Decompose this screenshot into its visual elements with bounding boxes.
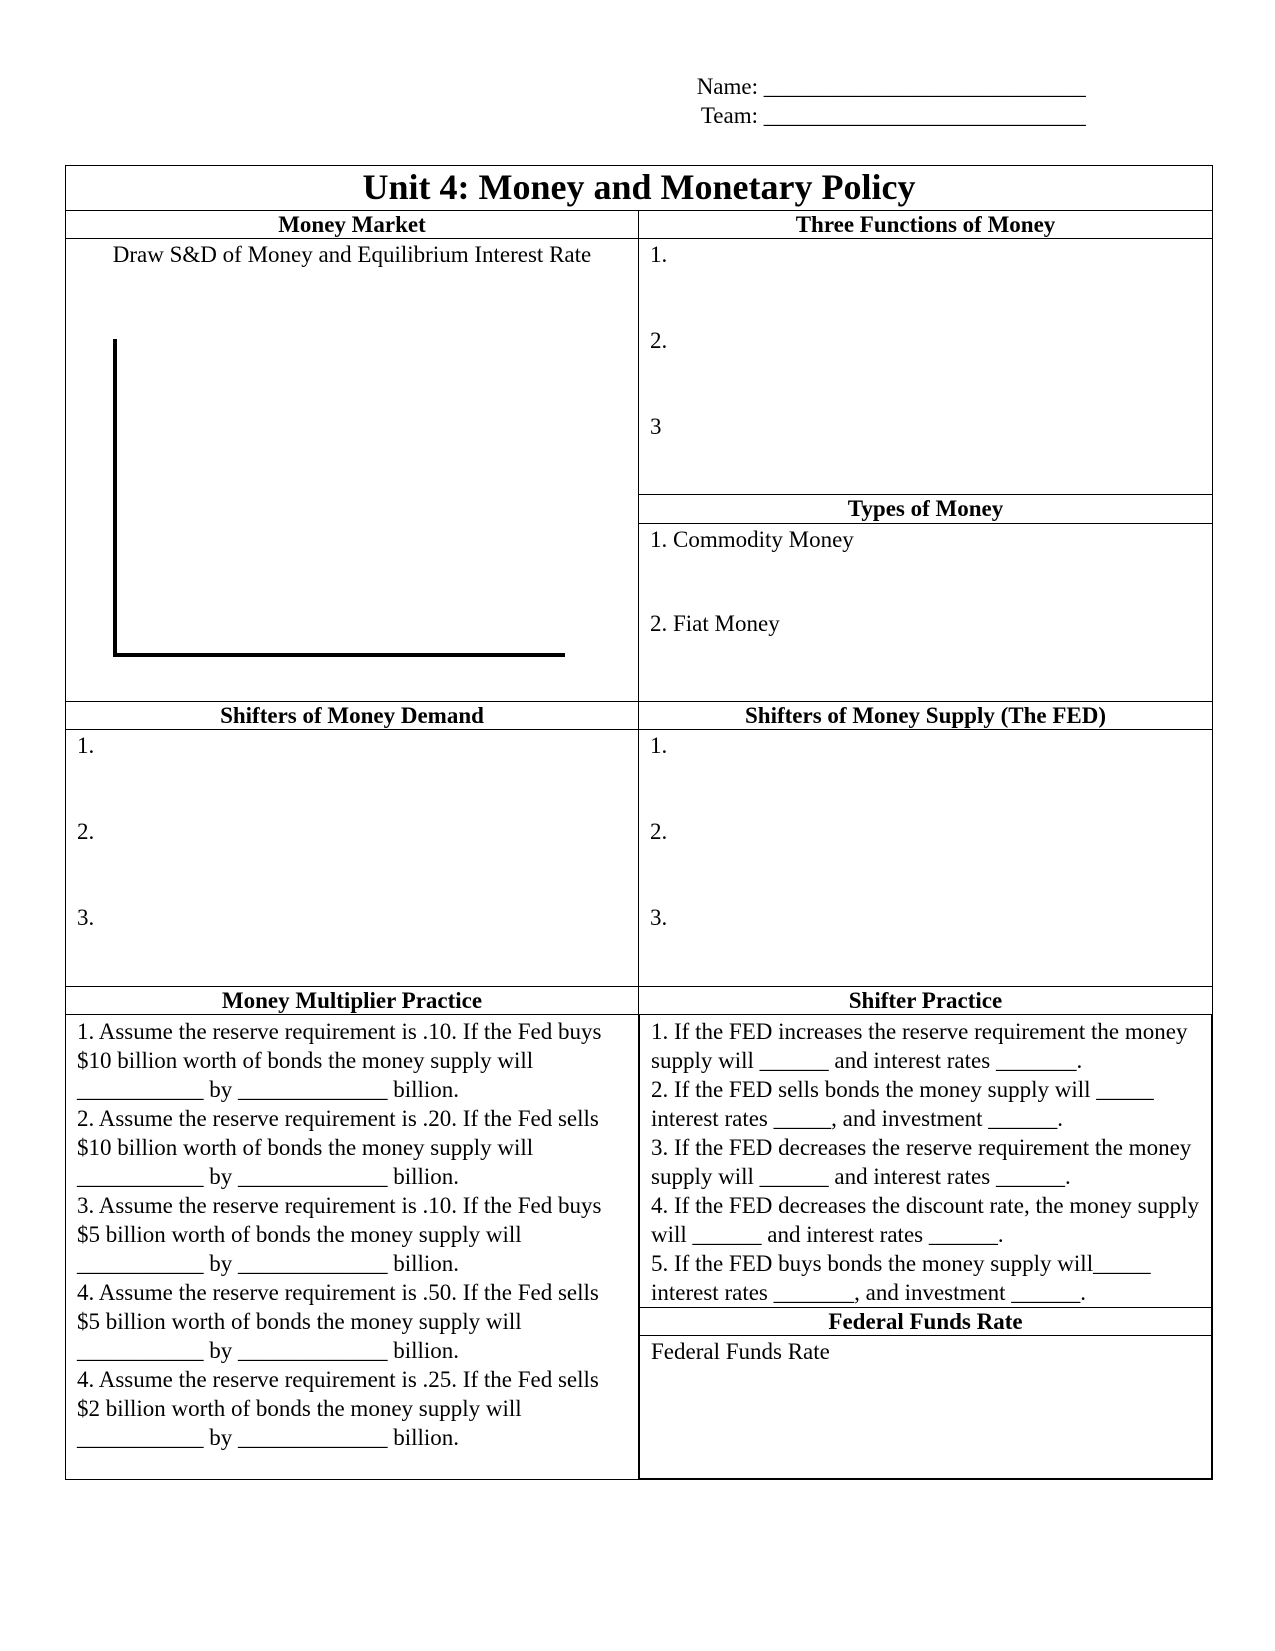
shifters-demand-header: Shifters of Money Demand <box>66 702 639 730</box>
supply-item-3: 3. <box>650 905 668 930</box>
type-item-commodity: 1. Commodity Money <box>650 526 854 552</box>
supply-item-1: 1. <box>650 733 668 758</box>
federal-funds-text: Federal Funds Rate <box>651 1339 830 1364</box>
demand-item-3: 3. <box>77 905 95 930</box>
shifter-practice-inner-table <box>639 1015 1212 1479</box>
function-item-1: 1. <box>650 242 668 267</box>
graph-x-axis <box>113 653 565 657</box>
name-line[interactable]: ____________________________ <box>763 74 1086 99</box>
name-label: Name: <box>696 74 758 99</box>
federal-funds-header: Federal Funds Rate <box>640 1308 1212 1336</box>
worksheet-table <box>65 165 1213 1480</box>
shifter-question-1: 1. If the FED increases the reserve requirement the money supply will ______ and interest rates _______. <box>651 1019 1188 1073</box>
three-functions-cell[interactable] <box>639 239 1213 495</box>
worksheet-title: Unit 4: Money and Monetary Policy <box>66 166 1213 211</box>
shifters-supply-cell[interactable] <box>639 730 1213 987</box>
shifter-practice-header: Shifter Practice <box>639 987 1213 1015</box>
shifters-demand-cell[interactable] <box>66 730 639 987</box>
money-multiplier-cell[interactable] <box>66 1015 639 1480</box>
money-market-cell[interactable] <box>66 239 639 702</box>
multiplier-question-2: 2. Assume the reserve requirement is .20. If the Fed sells $10 billion worth of bonds the money supply will ___________ by _____________ billion. <box>77 1106 599 1189</box>
shifter-practice-column <box>639 1015 1213 1480</box>
multiplier-question-1: 1. Assume the reserve requirement is .10. If the Fed buys $10 billion worth of bonds the money supply will ___________ by _____________ billion. <box>77 1019 602 1102</box>
types-of-money-cell[interactable] <box>639 523 1213 701</box>
name-row <box>686 72 1086 101</box>
multiplier-question-5: 4. Assume the reserve requirement is .25. If the Fed sells $2 billion worth of bonds the money supply will ___________ by _____________ billion. <box>77 1367 599 1450</box>
types-of-money-header: Types of Money <box>639 495 1213 524</box>
team-label: Team: <box>700 103 758 128</box>
team-line[interactable]: ____________________________ <box>763 103 1086 128</box>
function-item-3: 3 <box>650 414 662 439</box>
function-item-2: 2. <box>650 328 668 353</box>
multiplier-question-3: 3. Assume the reserve requirement is .10. If the Fed buys $5 billion worth of bonds the money supply will ___________ by _____________ billion. <box>77 1193 602 1276</box>
shifter-question-4: 4. If the FED decreases the discount rate, the money supply will ______ and interest rates ______. <box>651 1193 1200 1247</box>
money-market-graph-area[interactable] <box>66 269 638 701</box>
demand-item-1: 1. <box>77 733 95 758</box>
demand-item-2: 2. <box>77 819 95 844</box>
supply-item-2: 2. <box>650 819 668 844</box>
three-functions-header: Three Functions of Money <box>639 211 1213 239</box>
shifter-question-3: 3. If the FED decreases the reserve requirement the money supply will ______ and interest rates ______. <box>651 1135 1192 1189</box>
shifter-question-5: 5. If the FED buys bonds the money supply will_____ interest rates _______, and investment ______. <box>651 1251 1151 1305</box>
federal-funds-cell[interactable] <box>640 1336 1212 1479</box>
team-row <box>686 101 1086 130</box>
money-multiplier-header: Money Multiplier Practice <box>66 987 639 1015</box>
multiplier-question-4: 4. Assume the reserve requirement is .50. If the Fed sells $5 billion worth of bonds the money supply will ___________ by _____________ billion. <box>77 1280 599 1363</box>
graph-y-axis <box>113 339 117 657</box>
shifter-practice-cell[interactable] <box>640 1015 1212 1308</box>
student-info-header <box>686 72 1086 130</box>
money-market-instruction: Draw S&D of Money and Equilibrium Interest Rate <box>112 242 592 267</box>
type-item-fiat: 2. Fiat Money <box>650 610 780 636</box>
shifter-question-2: 2. If the FED sells bonds the money supply will _____ interest rates _____, and investment ______. <box>651 1077 1154 1131</box>
money-market-header: Money Market <box>66 211 639 239</box>
shifters-supply-header: Shifters of Money Supply (The FED) <box>639 702 1213 730</box>
